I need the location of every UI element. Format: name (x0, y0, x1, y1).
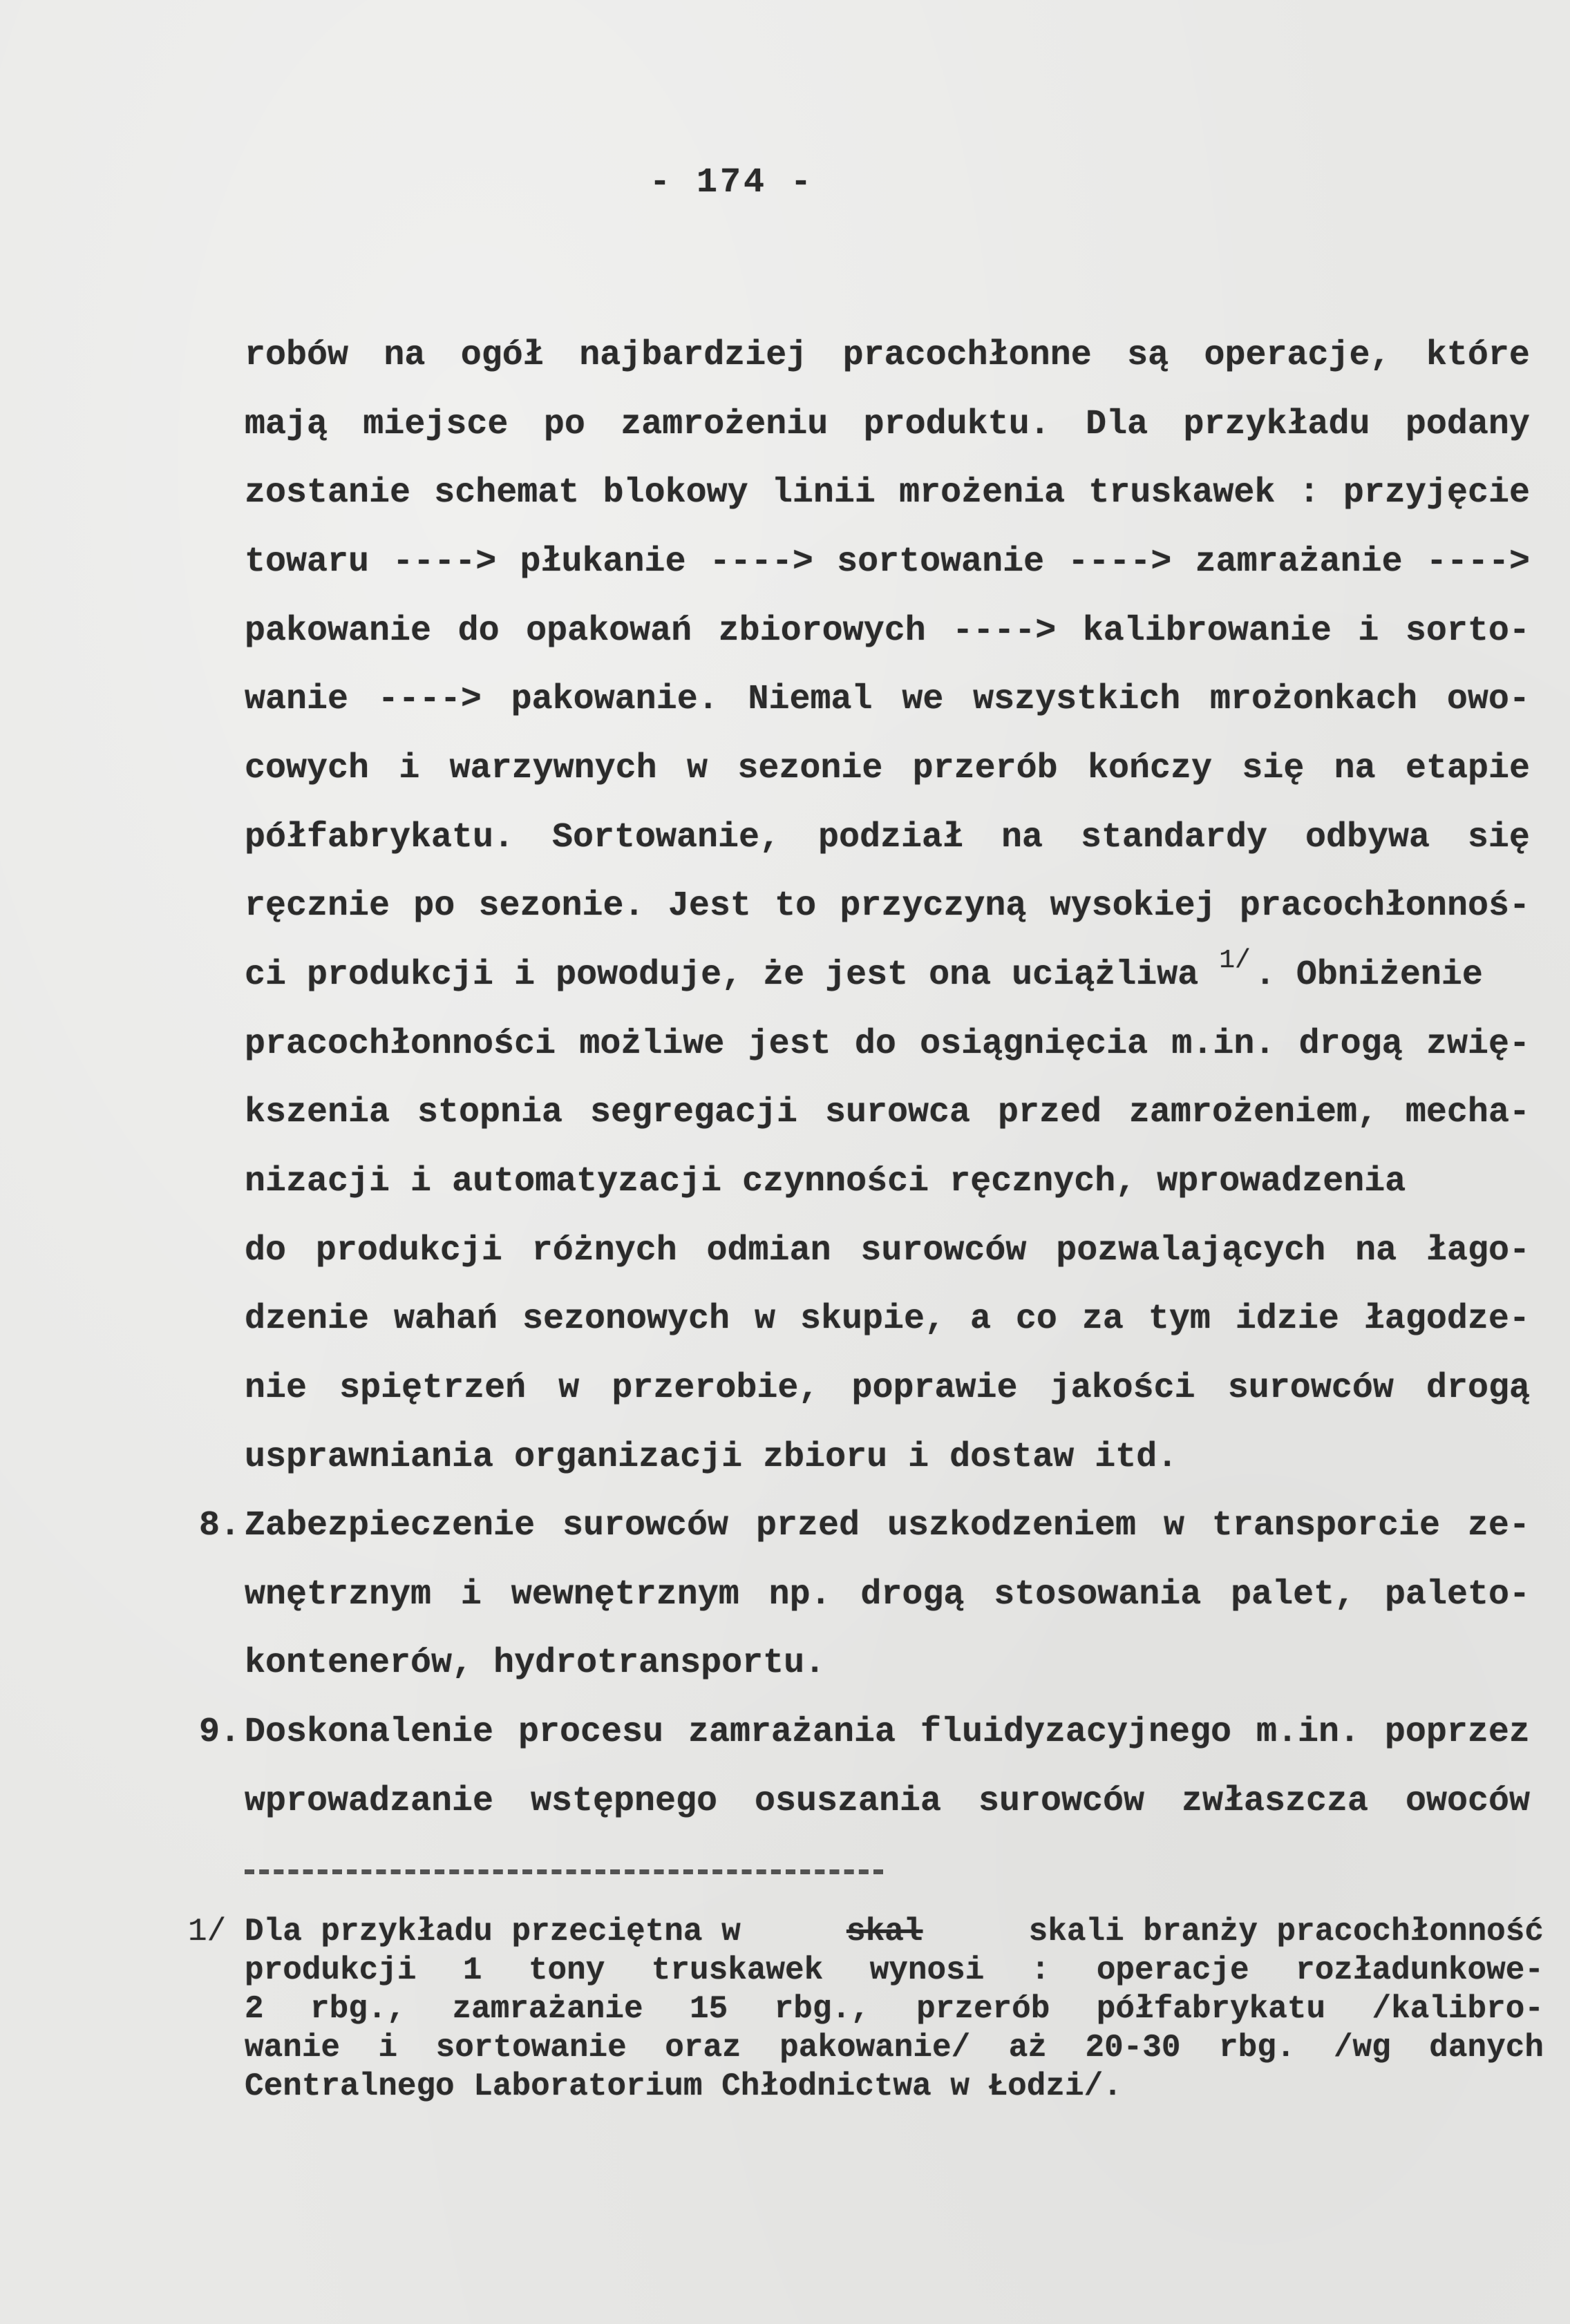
word: to (775, 886, 817, 926)
body-line (245, 473, 1530, 514)
word: na (1355, 1231, 1397, 1270)
flow-diagram-line (245, 542, 1530, 583)
body-line (245, 1368, 1530, 1409)
word: m.in. (1256, 1713, 1360, 1752)
word: pracochłonne (842, 336, 1092, 375)
word: idzie (1235, 1299, 1339, 1339)
body-line (245, 1161, 1530, 1203)
word: ----> (709, 542, 813, 582)
word: pracochłonnoś- (1239, 886, 1530, 926)
body-line (245, 817, 1530, 859)
word: /wg (1333, 2030, 1391, 2066)
body-line-with-footnote (245, 946, 1530, 996)
word: ręcznych, (949, 1162, 1137, 1201)
word: schemat (434, 473, 580, 513)
word: surowców (562, 1506, 729, 1545)
word: procesu (518, 1713, 664, 1752)
word: palet, (1231, 1575, 1356, 1615)
word: 1 (462, 1952, 482, 1988)
word: i (908, 1438, 929, 1477)
word: 2 (245, 1991, 264, 2027)
word: się (1467, 818, 1530, 857)
word: odbywa (1305, 818, 1430, 857)
word: i (399, 749, 420, 788)
word: drogą (860, 1575, 965, 1615)
word: Centralnego (245, 2068, 455, 2104)
footnote-line (245, 1991, 1544, 2027)
word: przyjęcie (1343, 473, 1530, 513)
word: /kalibro- (1372, 1991, 1544, 2027)
word: surowców (860, 1231, 1027, 1270)
word: skupie, (800, 1299, 945, 1339)
word: wysokiej (1050, 886, 1216, 926)
word: wprowadzenia (1157, 1162, 1406, 1201)
word: wahań (393, 1299, 498, 1339)
word: nie (245, 1369, 308, 1408)
word: odmian (706, 1231, 831, 1270)
word: po (543, 405, 585, 444)
list-item-line (245, 1505, 1530, 1547)
word: ----> (1426, 542, 1530, 582)
word: łagodze- (1363, 1299, 1530, 1339)
word: w (754, 1299, 775, 1339)
struck-out-word: skal (846, 1914, 923, 1950)
word: Chłodnictwa (721, 2068, 931, 2104)
word: do (854, 1025, 896, 1064)
word: i (1358, 611, 1379, 651)
word: spiętrzeń (339, 1369, 527, 1408)
word: ----> (1068, 542, 1172, 582)
word: owoców (1405, 1782, 1530, 1821)
word: 15 (690, 1991, 728, 2027)
word: paleto- (1384, 1575, 1530, 1615)
word: kończy (1088, 749, 1213, 788)
word: pakowanie/ (779, 2030, 971, 2066)
word: i (460, 1575, 482, 1615)
word: stosowania (994, 1575, 1202, 1615)
word: aż (1008, 2030, 1047, 2066)
word: zbioru (763, 1438, 888, 1477)
word: drogą (1426, 1369, 1530, 1408)
word: do (245, 1231, 287, 1270)
word: fluidyzacyjnego (920, 1713, 1232, 1752)
body-line (245, 1024, 1530, 1065)
word: usprawniania (245, 1438, 494, 1477)
word: się (1242, 749, 1305, 788)
word: pakowanie (245, 611, 432, 651)
word: zbiorowych (718, 611, 926, 651)
word: rozładunkowe- (1296, 1952, 1544, 1988)
word: podany (1405, 405, 1530, 444)
word: mrożonkach (1210, 680, 1418, 719)
word: i (378, 2030, 398, 2066)
word: tony (528, 1952, 605, 1988)
word: warzywnych (449, 749, 657, 788)
word: zamrożeniem, (1128, 1093, 1378, 1132)
word: oraz (665, 2030, 741, 2066)
word: pozwalających (1056, 1231, 1326, 1270)
body-line-text: . Obniżenie (1254, 955, 1483, 995)
word: automatyzacji (452, 1162, 722, 1201)
word: łago- (1426, 1231, 1530, 1270)
word: przykładu (1183, 405, 1370, 444)
word: kontenerów, (245, 1644, 473, 1683)
word: ----> (952, 611, 1057, 651)
word: wstępnego (531, 1782, 718, 1821)
word: linii (771, 473, 876, 513)
footnote-line (245, 2030, 1544, 2066)
flow-diagram-line (245, 679, 1530, 721)
word: drogą (1298, 1025, 1403, 1064)
word: ogół (460, 336, 544, 375)
word: sortowanie (837, 542, 1045, 582)
list-item-line (245, 1781, 1530, 1822)
word: operacje, (1204, 336, 1391, 375)
word: i (410, 1162, 432, 1201)
word: Łodzi/. (988, 2068, 1122, 2104)
word: owo- (1446, 680, 1530, 719)
word: co (1015, 1299, 1057, 1339)
word: przyczyną (840, 886, 1027, 926)
word: osiągnięcia (920, 1025, 1148, 1064)
word: kszenia (245, 1093, 390, 1132)
word: ze- (1467, 1506, 1530, 1545)
word: operacje (1096, 1952, 1249, 1988)
body-line (245, 404, 1530, 446)
word: w (687, 749, 708, 788)
word: robów (245, 336, 349, 375)
word: jest (748, 1025, 831, 1064)
word: surowców (978, 1782, 1145, 1821)
list-item-line (245, 1712, 1530, 1753)
word: za (1081, 1299, 1124, 1339)
word: rbg., (310, 1991, 406, 2027)
body-line-text: ci produkcji i powoduje, że jest ona uciążliwa (245, 955, 1199, 995)
word: poprawie (851, 1369, 1018, 1408)
word: na (384, 336, 426, 375)
word: zamrażanie (452, 1991, 643, 2027)
word: miejsce (363, 405, 509, 444)
word: przed (756, 1506, 860, 1545)
word: dostaw (949, 1438, 1075, 1477)
footnote-reference[interactable]: 1/ (1219, 946, 1251, 975)
word: półfabrykatu (1096, 1991, 1326, 2027)
word: ----> (392, 542, 497, 582)
word: Dla (1086, 405, 1148, 444)
word: Zabezpieczenie (245, 1506, 536, 1545)
word: zwię- (1426, 1025, 1530, 1064)
word: wanie (245, 680, 349, 719)
word: różnych (531, 1231, 677, 1270)
word: 20-30 (1085, 2030, 1181, 2066)
word: możliwe (579, 1025, 725, 1064)
word: przerób (912, 749, 1058, 788)
word: półfabrykatu. (245, 818, 515, 857)
word: Doskonalenie (245, 1713, 494, 1752)
word: zamrażanie (1195, 542, 1403, 582)
word: Niemal (748, 680, 873, 719)
word: osuszania (754, 1782, 942, 1821)
footnote-text: skali branży pracochłonność (1028, 1914, 1544, 1950)
body-line (245, 1299, 1530, 1340)
word: surowca (824, 1093, 971, 1132)
word: wszystkich (973, 680, 1181, 719)
word: sortowanie (435, 2030, 627, 2066)
word: są (1127, 336, 1169, 375)
body-line (245, 335, 1530, 377)
body-line (245, 1437, 1530, 1478)
word: wewnętrznym (511, 1575, 739, 1615)
word: w (950, 2068, 970, 2104)
word: na (1001, 818, 1043, 857)
word: przerób (916, 1991, 1050, 2027)
word: dzenie (245, 1299, 370, 1339)
word: do (457, 611, 500, 651)
word: np. (768, 1575, 831, 1615)
footnote-line (245, 1952, 1544, 1988)
word: sezonie. (478, 886, 645, 926)
word: truskawek (651, 1952, 824, 1988)
word: rbg. (1219, 2030, 1296, 2066)
word: Sortowanie, (552, 818, 781, 857)
word: przerobie, (612, 1369, 820, 1408)
word: podział (818, 818, 964, 857)
word: mecha- (1405, 1093, 1530, 1132)
footnote-marker: 1/ (188, 1914, 227, 1950)
word: nizacji (245, 1162, 390, 1201)
body-line (245, 1230, 1530, 1272)
word: transporcie (1211, 1506, 1440, 1545)
word: produkcji (245, 1952, 417, 1988)
word: zostanie (245, 473, 411, 513)
word: tym (1148, 1299, 1211, 1339)
word: wanie (245, 2030, 341, 2066)
body-line (245, 886, 1530, 927)
word: w (558, 1369, 580, 1408)
word: sorto- (1405, 611, 1530, 651)
list-item-number: 9. (199, 1713, 241, 1752)
list-item-line (245, 1643, 1530, 1684)
word: towaru (245, 542, 370, 582)
word: jakości (1050, 1369, 1195, 1408)
word: a (970, 1299, 991, 1339)
word: poprzez (1384, 1713, 1530, 1752)
word: uszkodzeniem (887, 1506, 1137, 1545)
word: organizacji (514, 1438, 743, 1477)
word: przed (997, 1093, 1101, 1132)
word: Laboratorium (473, 2068, 703, 2104)
word: pracochłonności (245, 1025, 556, 1064)
word: opakowań (526, 611, 692, 651)
word: mrożenia (899, 473, 1066, 513)
word: rbg., (774, 1991, 870, 2027)
body-line (245, 748, 1530, 790)
word: mają (245, 405, 328, 444)
word: wnętrznym (245, 1575, 432, 1615)
word: segregacji (589, 1093, 798, 1132)
word: płukanie (520, 542, 686, 582)
word: we (902, 680, 944, 719)
footnote-separator (245, 1869, 883, 1874)
word: sezonie (737, 749, 883, 788)
word: etapie (1405, 749, 1530, 788)
word: : (1298, 473, 1320, 513)
footnote-line (245, 2068, 1544, 2104)
word: czynności (742, 1162, 929, 1201)
word: hydrotransportu. (493, 1644, 826, 1683)
word: wynosi (869, 1952, 985, 1988)
word: Jest (668, 886, 751, 926)
word: : (1030, 1952, 1050, 1988)
word: w (1163, 1506, 1184, 1545)
word: zwłaszcza (1181, 1782, 1368, 1821)
word: które (1426, 336, 1530, 375)
word: kalibrowanie (1082, 611, 1332, 651)
word: truskawek (1088, 473, 1276, 513)
list-item-line (245, 1574, 1530, 1616)
word: ----> (377, 680, 482, 719)
body-line (245, 1092, 1530, 1134)
page-number: - 174 - (650, 163, 815, 202)
word: wprowadzanie (245, 1782, 494, 1821)
word: produktu. (863, 405, 1050, 444)
footnote-line (245, 1914, 1544, 1950)
word: cowych (245, 749, 370, 788)
word: blokowy (603, 473, 748, 513)
word: najbardziej (579, 336, 808, 375)
word: m.in. (1171, 1025, 1276, 1064)
word: na (1334, 749, 1376, 788)
word: zamrożeniu (621, 405, 829, 444)
word: produkcji (315, 1231, 502, 1270)
word: pakowanie. (511, 680, 719, 719)
word: zamrażania (688, 1713, 896, 1752)
footnote-text: Dla przykładu przeciętna w (245, 1914, 741, 1950)
word: standardy (1080, 818, 1267, 857)
word: po (413, 886, 455, 926)
word: sezonowych (522, 1299, 730, 1339)
word: surowców (1227, 1369, 1394, 1408)
word: danych (1429, 2030, 1544, 2066)
word: ręcznie (245, 886, 390, 926)
list-item-number: 8. (199, 1506, 241, 1545)
flow-diagram-line (245, 611, 1530, 652)
word: stopnia (417, 1093, 563, 1132)
word: itd. (1095, 1438, 1178, 1477)
